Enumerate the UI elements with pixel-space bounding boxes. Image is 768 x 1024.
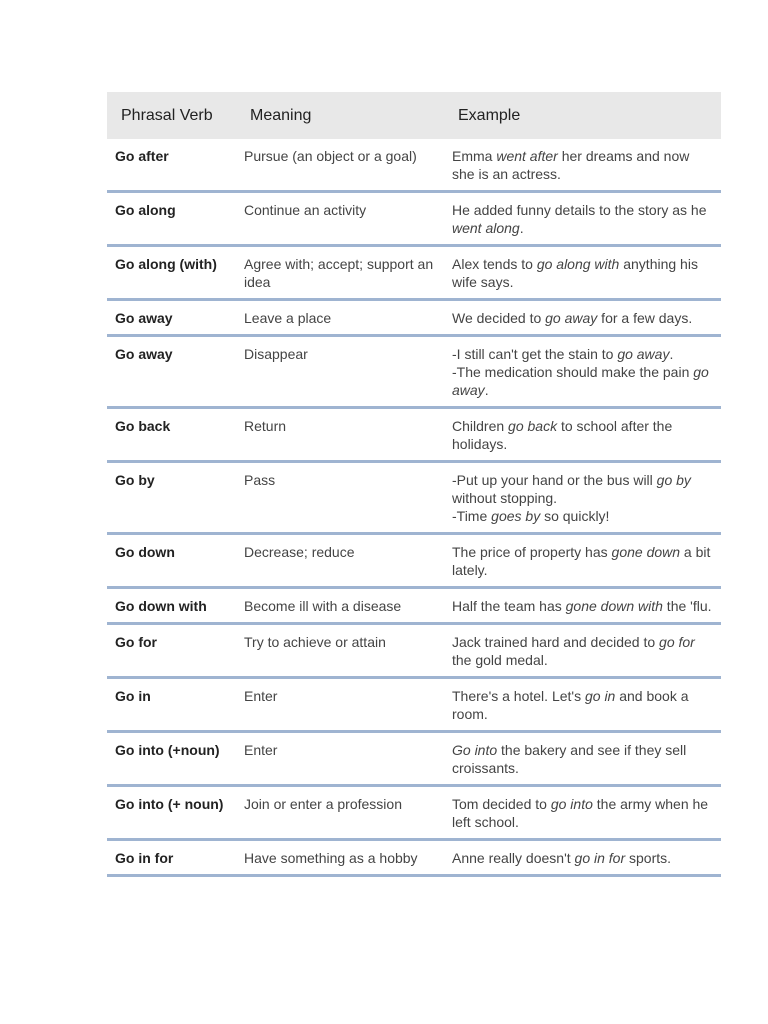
example-text: anything his wife says. [452, 256, 698, 290]
example-cell [444, 678, 721, 732]
example-text: without stopping. [452, 490, 558, 506]
meaning-cell: Have something as a hobby [236, 840, 444, 876]
meaning-cell: Pass [236, 462, 444, 534]
example-text: -Time [452, 508, 492, 524]
example-text: He added funny details to the story as he [452, 202, 707, 218]
example-cell [444, 462, 721, 534]
phrasal-verb-cell: Go down with [107, 588, 236, 624]
example-phrasal-verb: go by [656, 472, 691, 488]
example-text: to school after the holidays. [452, 418, 673, 452]
example-text: Tom decided to [452, 796, 551, 812]
example-text: Half the team has [452, 598, 566, 614]
example-phrasal-verb: went along [452, 220, 520, 236]
table-row [107, 678, 721, 732]
column-header-meaning: Meaning [236, 92, 444, 139]
example-text: -Put up your hand or the bus will [452, 472, 657, 488]
example-text: Jack trained hard and decided to [452, 634, 660, 650]
column-header-example: Example [444, 92, 721, 139]
table-row [107, 408, 721, 462]
meaning-cell: Agree with; accept; support an idea [236, 246, 444, 300]
example-text: -The medication should make the pain [452, 364, 694, 380]
table-row [107, 139, 721, 192]
meaning-cell: Disappear [236, 336, 444, 408]
example-phrasal-verb: go in for [574, 850, 626, 866]
phrasal-verb-cell: Go into (+noun) [107, 732, 236, 786]
example-cell [444, 786, 721, 840]
example-phrasal-verb: go away [452, 364, 709, 398]
example-phrasal-verb: went after [496, 148, 558, 164]
example-text: Emma [452, 148, 497, 164]
phrasal-verb-cell: Go in for [107, 840, 236, 876]
example-text: . [669, 346, 674, 362]
phrasal-verb-cell: Go down [107, 534, 236, 588]
table-body [107, 139, 721, 876]
example-phrasal-verb: goes by [491, 508, 541, 524]
example-text: There's a hotel. Let's [452, 688, 585, 704]
example-text: Anne really doesn't [452, 850, 575, 866]
phrasal-verb-cell: Go in [107, 678, 236, 732]
phrasal-verb-cell: Go after [107, 139, 236, 192]
table-row [107, 462, 721, 534]
table-row [107, 300, 721, 336]
example-text: the gold medal. [452, 652, 548, 668]
table-row [107, 336, 721, 408]
example-text: -I still can't get the stain to [452, 346, 618, 362]
meaning-cell: Pursue (an object or a goal) [236, 139, 444, 192]
meaning-cell: Return [236, 408, 444, 462]
example-text: her dreams and now she is an actress. [452, 148, 690, 182]
example-cell [444, 624, 721, 678]
phrasal-verb-cell: Go back [107, 408, 236, 462]
example-text: . [484, 382, 489, 398]
example-phrasal-verb: gone down with [565, 598, 663, 614]
meaning-cell: Enter [236, 732, 444, 786]
meaning-cell: Become ill with a disease [236, 588, 444, 624]
table-row [107, 786, 721, 840]
table-row [107, 732, 721, 786]
example-cell [444, 408, 721, 462]
example-text: and book a room. [452, 688, 689, 722]
example-phrasal-verb: go away [545, 310, 598, 326]
example-text: the army when he left school. [452, 796, 709, 830]
example-phrasal-verb: go for [659, 634, 695, 650]
example-phrasal-verb: go in [584, 688, 616, 704]
example-cell [444, 840, 721, 876]
example-text: Alex tends to [452, 256, 537, 272]
phrasal-verb-cell: Go into (+ noun) [107, 786, 236, 840]
meaning-cell: Enter [236, 678, 444, 732]
table-row [107, 588, 721, 624]
phrasal-verb-cell: Go by [107, 462, 236, 534]
table-row [107, 534, 721, 588]
example-phrasal-verb: gone down [611, 544, 681, 560]
example-cell [444, 192, 721, 246]
example-text: Children [452, 418, 509, 434]
example-text: We decided to [452, 310, 546, 326]
table-row [107, 624, 721, 678]
phrasal-verbs-table [107, 92, 721, 877]
header-row [107, 92, 721, 139]
example-phrasal-verb: go back [508, 418, 558, 434]
example-cell [444, 534, 721, 588]
phrasal-verb-cell: Go away [107, 336, 236, 408]
meaning-cell: Join or enter a profession [236, 786, 444, 840]
meaning-cell: Leave a place [236, 300, 444, 336]
example-cell [444, 246, 721, 300]
table-row [107, 840, 721, 876]
phrasal-verb-cell: Go along [107, 192, 236, 246]
phrasal-verb-cell: Go along (with) [107, 246, 236, 300]
meaning-cell: Continue an activity [236, 192, 444, 246]
example-text: a bit lately. [452, 544, 711, 578]
meaning-cell: Decrease; reduce [236, 534, 444, 588]
example-text: for a few days. [597, 310, 693, 326]
table-header [107, 92, 721, 139]
table-row [107, 192, 721, 246]
example-phrasal-verb: go into [550, 796, 593, 812]
example-text: sports. [625, 850, 672, 866]
example-text: the bakery and see if they sell croissants. [452, 742, 687, 776]
phrasal-verb-cell: Go away [107, 300, 236, 336]
example-text: the 'flu. [662, 598, 712, 614]
example-cell [444, 139, 721, 192]
example-text: The price of property has [452, 544, 612, 560]
table-row [107, 246, 721, 300]
example-cell [444, 588, 721, 624]
example-phrasal-verb: go away [617, 346, 670, 362]
example-phrasal-verb: go along with [536, 256, 620, 272]
example-text: . [519, 220, 524, 236]
example-cell [444, 300, 721, 336]
example-text: so quickly! [540, 508, 610, 524]
column-header-phrasal-verb: Phrasal Verb [107, 92, 236, 139]
example-phrasal-verb: Go into [452, 742, 498, 758]
phrasal-verb-cell: Go for [107, 624, 236, 678]
example-cell [444, 336, 721, 408]
example-cell [444, 732, 721, 786]
meaning-cell: Try to achieve or attain [236, 624, 444, 678]
